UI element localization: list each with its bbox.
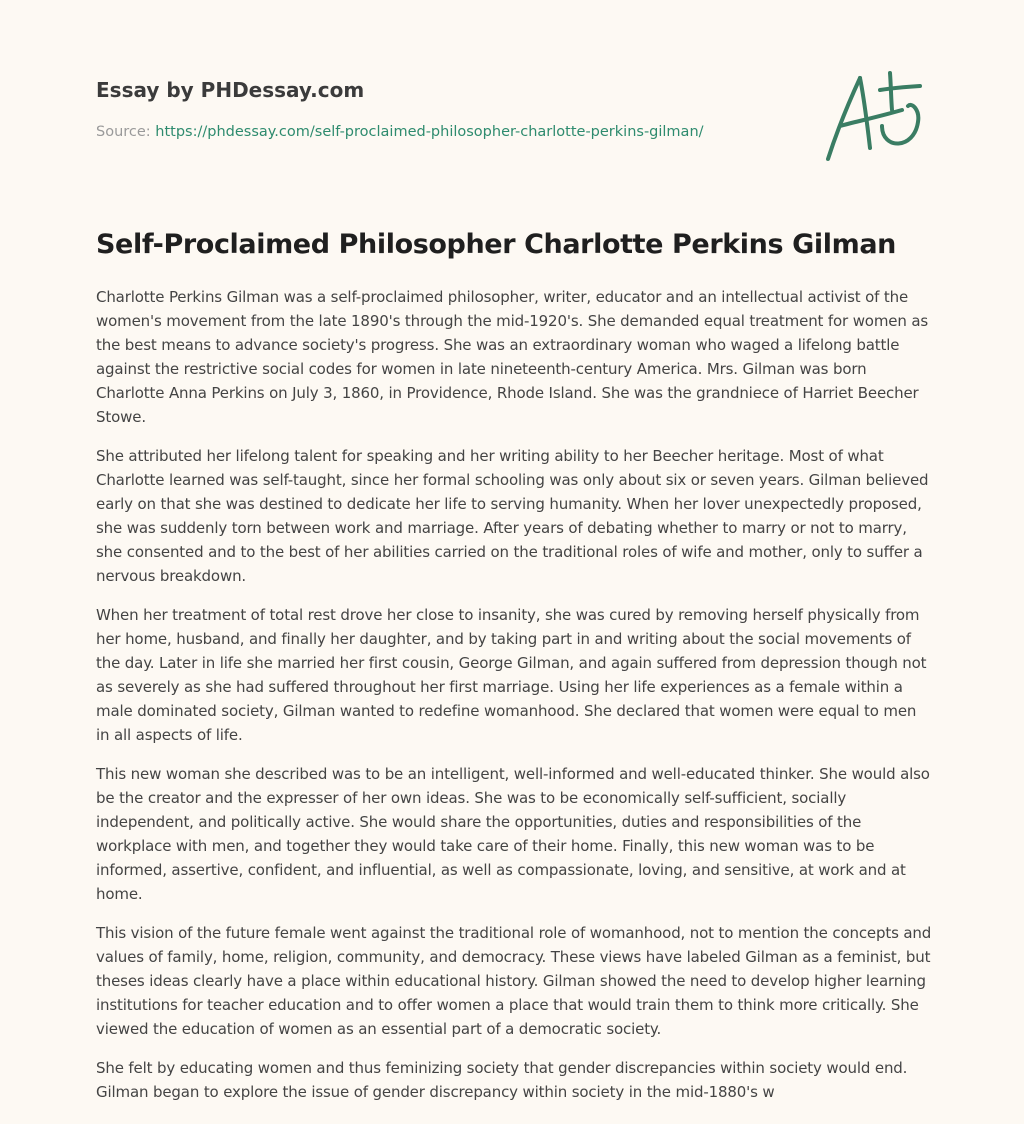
essay-paragraph: Charlotte Perkins Gilman was a self-proclaimed philosopher, writer, educator and an intellectual activist of the women's movement from the late 1890's through the mid-1920's. She demanded equal treatment for women as the best means to advance society's progress. She was an extraordinary woman who waged a lifelong battle against the restrictive social codes for women in late nineteenth-century America. Mrs. Gilman was born Charlotte Anna Perkins on July 3, 1860, in Providence, Rhode Island. She was the grandniece of Harriet Beecher Stowe.	[96, 288, 929, 426]
essay-paragraph: She felt by educating women and thus feminizing society that gender discrepancies within society would end. Gilman began to explore the issue of gender discrepancy within society in the mid-1880's w	[96, 1059, 908, 1101]
site-title: Essay by PHDessay.com	[96, 78, 365, 102]
source-line	[96, 122, 796, 142]
essay-body	[96, 285, 932, 1119]
site-header	[96, 76, 796, 142]
essay-paragraph: She attributed her lifelong talent for speaking and her writing ability to her Beecher heritage. Most of what Charlotte learned was self-taught, since her formal schooling was only about six or seven years. Gilman believed early on that she was destined to dedicate her life to serving humanity. When her lover unexpectedly proposed, she was suddenly torn between work and marriage. After years of debating whether to marry or not to marry, she consented and to the best of her abilities carried on the traditional roles of wife and mother, only to suffer a nervous breakdown.	[96, 447, 929, 585]
essay-paragraph: This new woman she described was to be an intelligent, well-informed and well-educated thinker. She would also be the creator and the expresser of her own ideas. She was to be economically self-sufficient, socially independent, and politically active. She would share the opportunities, duties and responsibilities of the workplace with men, and together they would take care of their home. Finally, this new woman was to be informed, assertive, confident, and influential, as well as compassionate, loving, and sensitive, at work and at home.	[96, 765, 930, 903]
essay-title: Self-Proclaimed Philosopher Charlotte Perkins Gilman	[96, 229, 896, 260]
source-label: Source:	[96, 124, 156, 140]
a-plus-grade-icon	[820, 66, 928, 166]
essay-paragraph: When her treatment of total rest drove her close to insanity, she was cured by removing herself physically from her home, husband, and finally her daughter, and by taking part in and writing about the social movements of the day. Later in life she married her first cousin, George Gilman, and again suffered from depression though not as severely as she had suffered throughout her first marriage. Using her life experiences as a female within a male dominated society, Gilman wanted to redefine womanhood. She declared that women were equal to men in all aspects of life.	[96, 606, 927, 744]
essay-paragraph: This vision of the future female went against the traditional role of womanhood, not to mention the concepts and values of family, home, religion, community, and democracy. These views have labeled Gilman as a feminist, but theses ideas clearly have a place within educational history. Gilman showed the need to develop higher learning institutions for teacher education and to offer women a place that would train them to think more critically. She viewed the education of women as an essential part of a democratic society.	[96, 924, 932, 1038]
source-link[interactable]: https://phdessay.com/self-proclaimed-philosopher-charlotte-perkins-gilman/	[155, 124, 704, 140]
